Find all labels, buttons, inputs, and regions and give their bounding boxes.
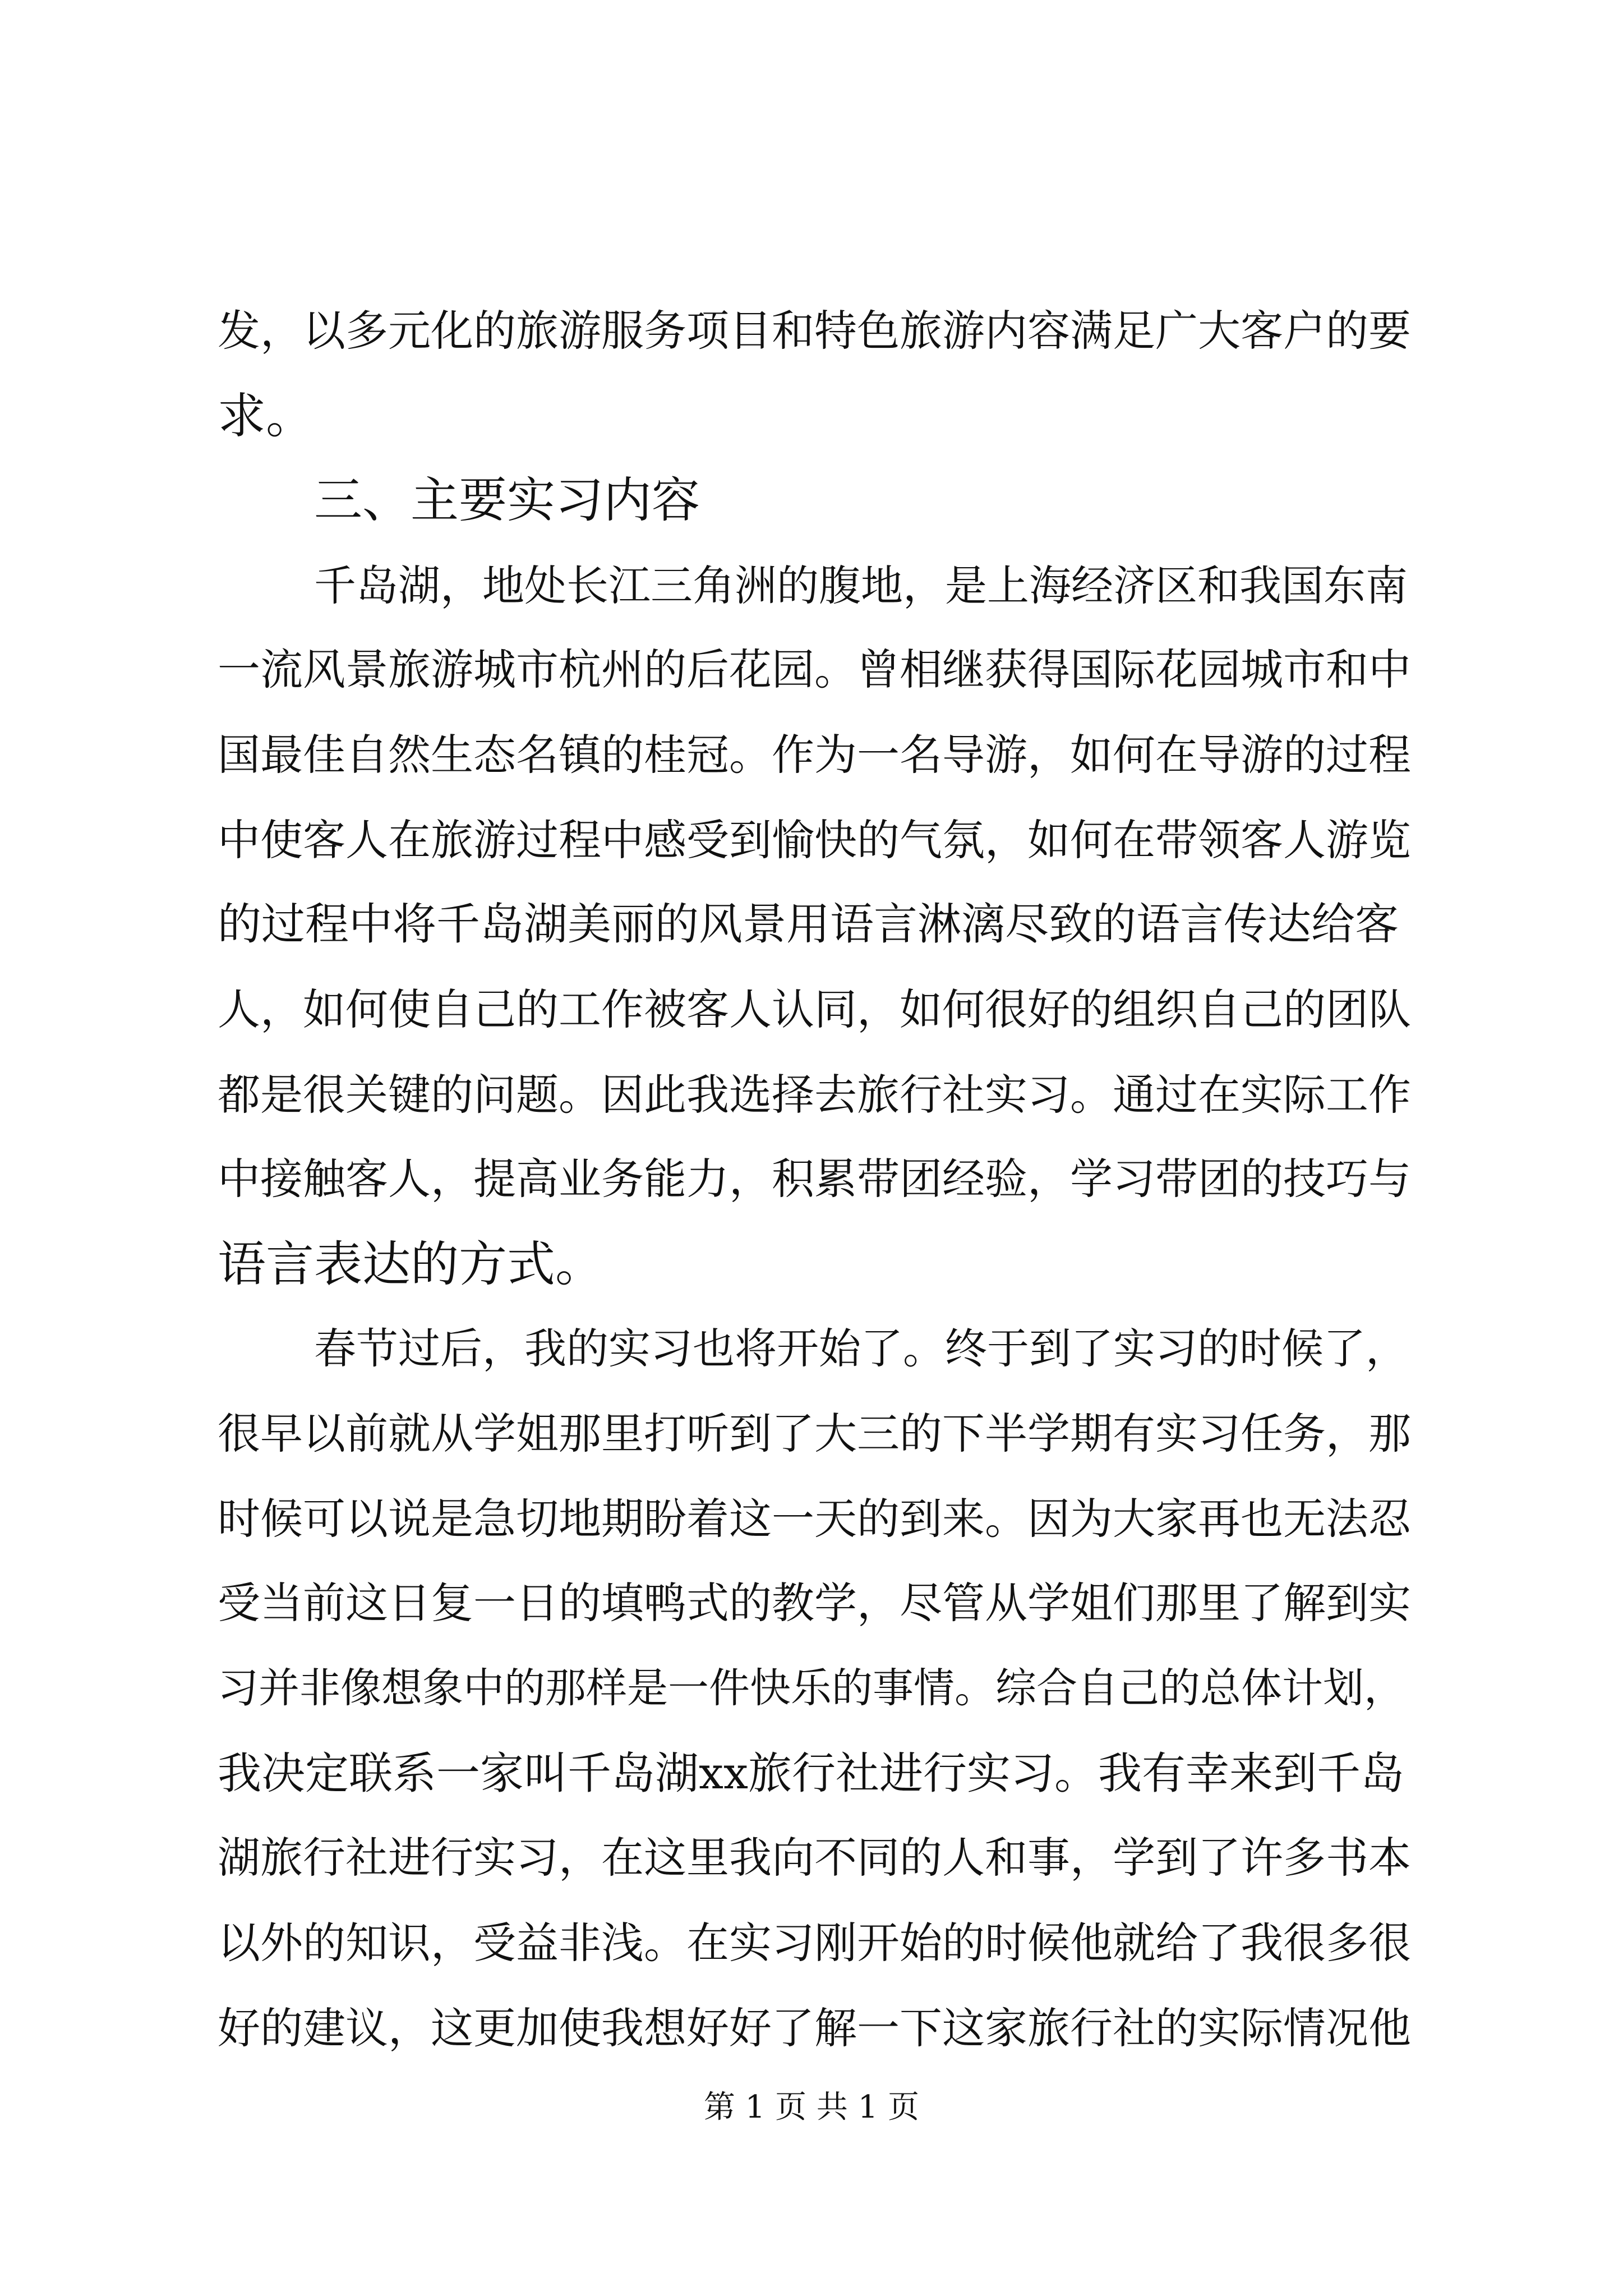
body-text-line: 以外的知识，受益非浅。在实习刚开始的时候他就给了我很多很 xyxy=(218,1918,1411,1968)
body-text-line: 中使客人在旅游过程中感受到愉快的气氛，如何在带领客人游览 xyxy=(218,815,1411,865)
paragraph-start-line: 千岛湖，地处长江三角洲的腹地，是上海经济区和我国东南 xyxy=(314,561,1408,610)
section-heading: 三、主要实习内容 xyxy=(314,472,700,528)
body-text-line: 求。 xyxy=(218,388,314,444)
page-number-footer: 第 1 页 共 1 页 xyxy=(703,2089,920,2125)
body-text-line: 都是很关键的问题。因此我选择去旅行社实习。通过在实际工作 xyxy=(218,1070,1411,1120)
body-text-line: 发，以多元化的旅游服务项目和特色旅游内容满足广大客户的要 xyxy=(218,306,1411,356)
body-text-line: 人，如何使自己的工作被客人认同，如何很好的组织自己的团队 xyxy=(218,984,1411,1034)
body-text-line: 国最佳自然生态名镇的桂冠。作为一名导游，如何在导游的过程 xyxy=(218,730,1411,780)
body-text-line: 语言表达的方式。 xyxy=(218,1236,603,1292)
body-text-line: 我决定联系一家叫千岛湖xx旅行社进行实习。我有幸来到千岛 xyxy=(218,1749,1404,1799)
body-text-line: 时候可以说是急切地期盼着这一天的到来。因为大家再也无法忍 xyxy=(218,1494,1411,1544)
paragraph-start-line: 春节过后，我的实习也将开始了。终于到了实习的时候了， xyxy=(314,1324,1408,1373)
body-text-line: 中接触客人，提高业务能力，积累带团经验，学习带团的技巧与 xyxy=(218,1154,1411,1204)
body-text-line: 习并非像想象中的那样是一件快乐的事情。综合自己的总体计划， xyxy=(218,1664,1405,1712)
body-text-line: 一流风景旅游城市杭州的后花园。曾相继获得国际花园城市和中 xyxy=(218,645,1411,694)
body-text-line: 受当前这日复一日的填鸭式的教学，尽管从学姐们那里了解到实 xyxy=(218,1578,1411,1628)
body-text-line: 好的建议，这更加使我想好好了解一下这家旅行社的实际情况他 xyxy=(218,2003,1411,2053)
body-text-line: 的过程中将千岛湖美丽的风景用语言淋漓尽致的语言传达给客 xyxy=(218,899,1399,950)
body-text-line: 很早以前就从学姐那里打听到了大三的下半学期有实习任务，那 xyxy=(218,1409,1411,1458)
body-text-line: 湖旅行社进行实习，在这里我向不同的人和事，学到了许多书本 xyxy=(218,1833,1411,1883)
